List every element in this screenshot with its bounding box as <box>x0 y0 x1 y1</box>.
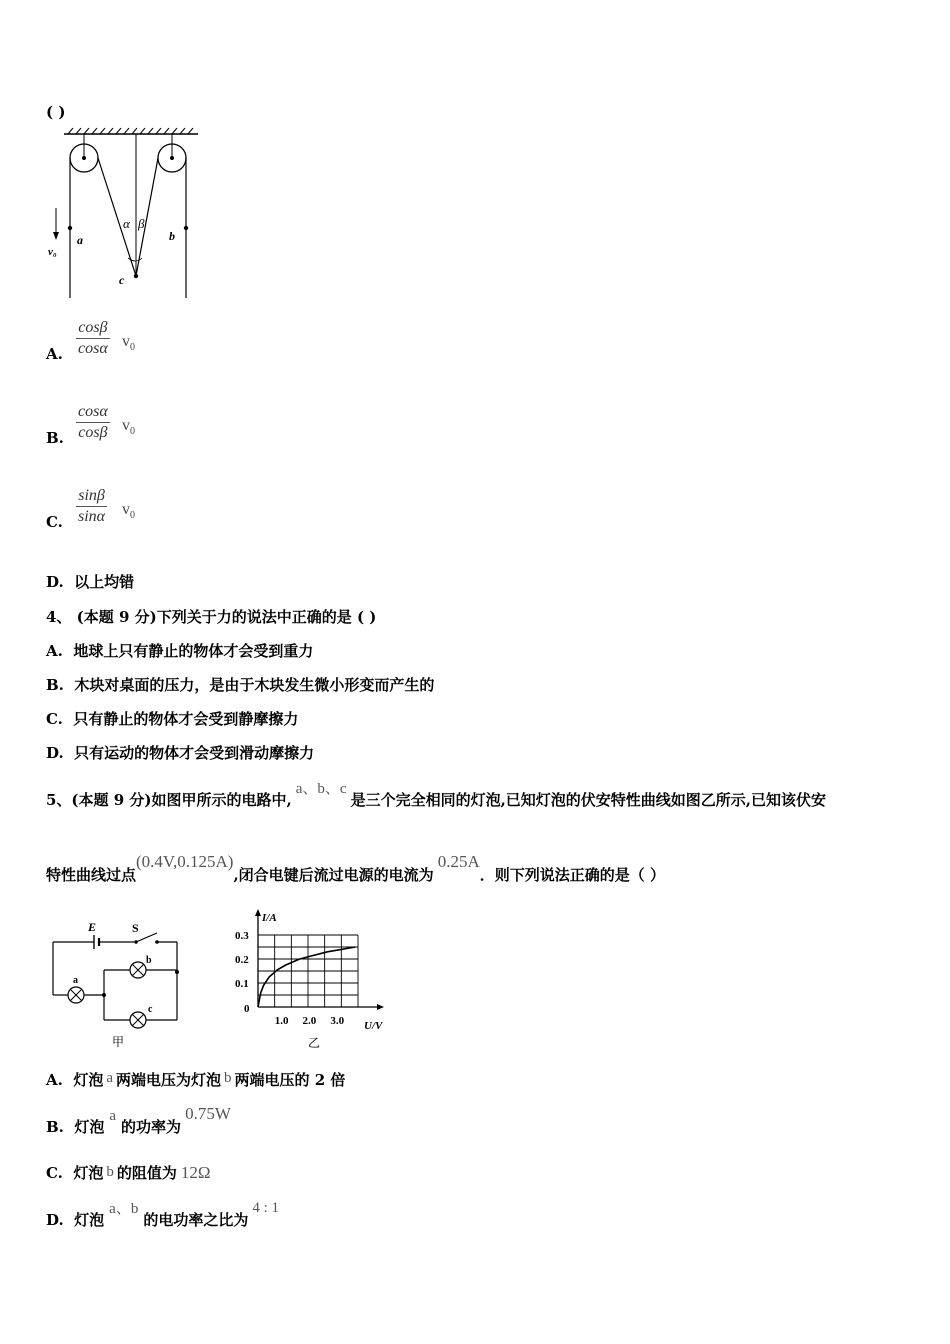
option-a-denominator: cosα <box>78 340 108 357</box>
option-b-numerator: cosα <box>78 403 108 420</box>
ytick-0.1: 0.1 <box>235 978 249 990</box>
q4-option-c[interactable]: C. 只有静止的物体才会受到静摩擦力 <box>46 710 299 728</box>
graph-caption: 乙 <box>308 1036 321 1050</box>
iu-graph <box>228 905 398 1055</box>
x-axis-arrow <box>377 1004 384 1010</box>
label-lamp-b: b <box>146 955 152 966</box>
q5-lamps-abc: a、b、c <box>295 781 347 797</box>
pulley-figure <box>40 126 210 306</box>
graph-grid <box>258 935 358 1007</box>
q5-option-d[interactable]: D. 灯泡a、b的电功率之比为4 : 1 <box>46 1200 280 1229</box>
q5-current: 0.25A <box>437 852 480 871</box>
q4-stem: 4、 (本题 9 分)下列关于力的说法中正确的是 ( ) <box>46 608 377 626</box>
option-a-fraction[interactable] <box>76 318 110 359</box>
switch-blade <box>136 933 157 942</box>
q5-option-a[interactable]: A. 灯泡 a 两端电压为灯泡 b 两端电压的 2 倍 <box>46 1070 346 1089</box>
option-c-denominator: sinα <box>78 508 106 525</box>
option-a-v0: $v_0$ <box>122 333 135 354</box>
q4-option-a[interactable]: A. 地球上只有静止的物体才会受到重力 <box>46 642 314 660</box>
ytick-0.2: 0.2 <box>235 954 249 966</box>
ytick-0.3: 0.3 <box>235 930 249 942</box>
ceiling-hatch <box>68 128 193 134</box>
option-c-letter: C. <box>46 513 63 531</box>
xtick-2.0: 2.0 <box>302 1015 317 1027</box>
option-c-v0: $v_0$ <box>122 501 135 522</box>
label-b: b <box>169 229 175 243</box>
ytick-0: 0 <box>244 1003 250 1015</box>
option-a-numerator: cosβ <box>78 319 108 336</box>
option-c-numerator: sinβ <box>78 487 105 504</box>
option-b-fraction[interactable] <box>76 402 110 443</box>
q5-point: (0.4V,0.125A) <box>136 852 234 871</box>
xtick-1.0: 1.0 <box>274 1015 289 1027</box>
option-c-fraction[interactable] <box>76 486 107 527</box>
xtick-3.0: 3.0 <box>330 1015 345 1027</box>
label-beta: β <box>138 216 145 231</box>
circuit-diagram <box>44 915 194 1050</box>
option-a-letter: A. <box>46 345 63 363</box>
graph-ylabel: I/A <box>262 912 277 924</box>
answer-paren: ( ) <box>46 103 66 121</box>
label-lamp-a: a <box>73 975 78 986</box>
q5-option-c[interactable]: C. 灯泡 b 的阻值为 12Ω <box>46 1163 211 1182</box>
label-lamp-c: c <box>148 1004 153 1015</box>
option-b-v0: $v_0$ <box>122 417 135 438</box>
label-a: a <box>77 233 83 247</box>
label-E: E <box>88 920 97 934</box>
iu-curve <box>258 947 355 1007</box>
q5-stem-line2: 特性曲线过点(0.4V,0.125A),闭合电键后流过电源的电流为0.25A．则下列说法正确的是（ ） <box>46 852 665 884</box>
label-c: c <box>119 273 125 287</box>
label-S: S <box>132 921 139 935</box>
graph-xlabel: U/V <box>364 1020 383 1032</box>
q5-option-b[interactable]: B. 灯泡a的功率为0.75W <box>46 1104 231 1136</box>
option-b-letter: B. <box>46 429 64 447</box>
q5-stem-line1: 5、(本题 9 分)如图甲所示的电路中,a、b、c是三个完全相同的灯泡,已知灯泡的伏安特性曲线如图乙所示,已知该伏安 <box>46 781 827 809</box>
q4-option-d[interactable]: D. 只有运动的物体才会受到滑动摩擦力 <box>46 744 315 762</box>
option-b-denominator: cosβ <box>78 424 108 441</box>
y-axis-arrow <box>255 909 261 916</box>
option-d[interactable]: D. 以上均错 <box>46 573 135 591</box>
circuit-caption: 甲 <box>112 1035 125 1049</box>
q4-option-b[interactable]: B. 木块对桌面的压力，是由于木块发生微小形变而产生的 <box>46 676 435 694</box>
label-v0: v₀ <box>48 246 57 258</box>
rope-left-to-c <box>98 158 136 276</box>
label-alpha: α <box>123 216 130 231</box>
